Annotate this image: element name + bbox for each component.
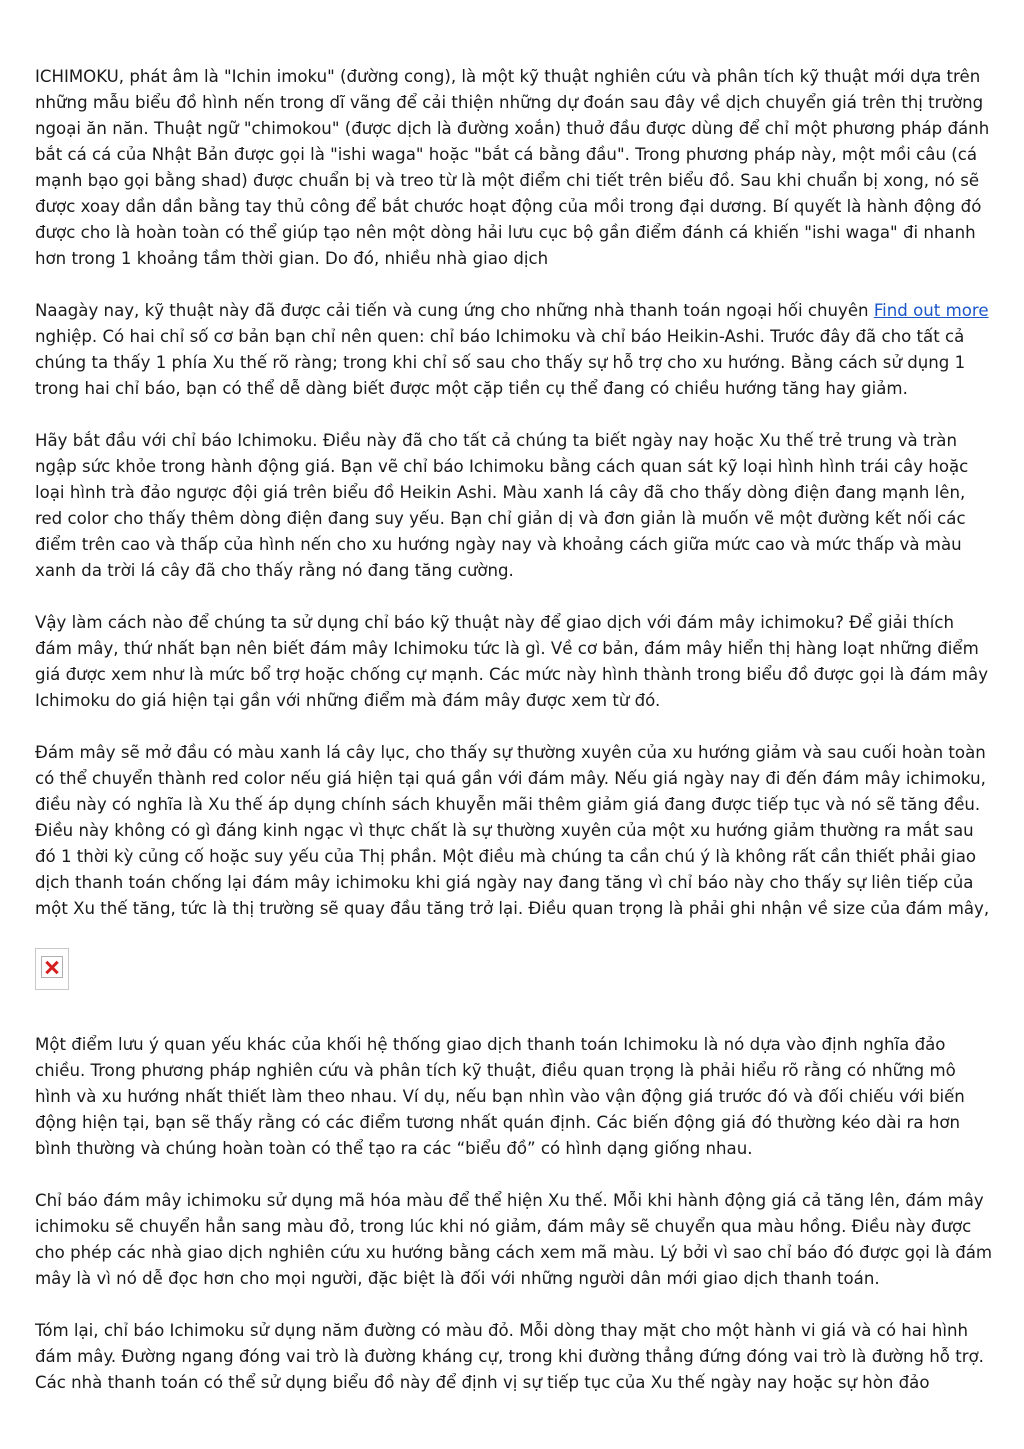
paragraph-4: Vậy làm cách nào để chúng ta sử dụng chỉ báo kỹ thuật này để giao dịch với đám mây ichimoku? Để giải thích đám mây, thứ nhất bạn nên biết đám mây Ichimoku tức là gì. Về cơ bản, đám mây hiển thị hàng loạt những điểm giá được xem như là mức bổ trợ hoặc chống cự mạnh. Các mức này hình thành trong biểu đồ được gọi là đám mây Ichimoku do giá hiện tại gần với những điểm mà đám mây được xem từ đó. [35, 613, 989, 710]
broken-image-cross-icon [41, 956, 63, 978]
paragraph-2-text-before: Naagày nay, kỹ thuật này đã được cải tiến và cung ứng cho những nhà thanh toán ngoại hối chuyên [35, 301, 874, 320]
paragraph-2-text-after: nghiệp. Có hai chỉ số cơ bản bạn chỉ nên quen: chỉ báo Ichimoku và chỉ báo Heikin-Ashi. Trước đây đã cho tất cả chúng ta thấy 1 phía Xu thế rõ ràng; trong khi chỉ số sau cho thấy sự hỗ trợ cho xu hướng. Bằng cách sử dụng 1 trong hai chỉ báo, bạn có thể dễ dàng biết được một cặp tiền cụ thể đang có chiều hướng tăng hay giảm. [35, 327, 966, 398]
paragraph-6: Một điểm lưu ý quan yếu khác của khối hệ thống giao dịch thanh toán Ichimoku là nó dựa vào định nghĩa đảo chiều. Trong phương pháp nghiên cứu và phân tích kỹ thuật, điều quan trọng là phải hiểu rõ rằng có những mô hình và xu hướng nhất thiết làm theo nhau. Ví dụ, nếu bạn nhìn vào vận động giá trước đó và đối chiếu với biến động hiện tại, bạn sẽ thấy rằng có các điểm tương nhất quán định. Các biến động giá đó thường kéo dài ra hơn bình thường và chúng hoàn toàn có thể tạo ra các “biểu đồ” có hình dạng giống nhau. [35, 1035, 965, 1158]
paragraph-8: Tóm lại, chỉ báo Ichimoku sử dụng năm đường có màu đỏ. Mỗi dòng thay mặt cho một hành vi giá và có hai hình đám mây. Đường ngang đóng vai trò là đường kháng cự, trong khi đường thẳng đứng đóng vai trò là đường hỗ trợ. Các nhà thanh toán có thể sử dụng biểu đồ này để định vị sự tiếp tục của Xu thế ngày nay hoặc sự hòn đảo [35, 1321, 984, 1392]
paragraph-5: Đám mây sẽ mở đầu có màu xanh lá cây lục, cho thấy sự thường xuyên của xu hướng giảm và sau cuối hoàn toàn có thể chuyển thành red color nếu giá hiện tại quá gần với đám mây. Nếu giá ngày nay đi đến đám mây ichimoku, điều này có nghĩa là Xu thế áp dụng chính sách khuyễn mãi thêm giảm giá đang được tiếp tục và nó sẽ tăng đều. Điều này không có gì đáng kinh ngạc vì thực chất là sự thường xuyên của một xu hướng giảm thường ra mắt sau đó 1 thời kỳ củng cố hoặc suy yếu của Thị phần. Một điều mà chúng ta cần chú ý là không rất cần thiết phải giao dịch thanh toán chống lại đám mây ichimoku khi giá ngày nay đang tăng vì chỉ báo này cho thấy sự liên tiếp của một Xu thế tăng, tức là thị trường sẽ quay đầu tăng trở lại. Điều quan trọng là phải ghi nhận về size của đám mây, [35, 743, 990, 918]
broken-image-icon [35, 948, 69, 990]
paragraph-7: Chỉ báo đám mây ichimoku sử dụng mã hóa màu để thể hiện Xu thế. Mỗi khi hành động giá cả tăng lên, đám mây ichimoku sẽ chuyển hẳn sang màu đỏ, trong lúc khi nó giảm, đám mây sẽ chuyển qua màu hồng. Điều này được cho phép các nhà giao dịch nghiên cứu xu hướng bằng cách xem mã màu. Lý bởi vì sao chỉ báo đó được gọi là đám mây là vì nó dễ đọc hơn cho mọi người, đặc biệt là đối với những người dân mới giao dịch thanh toán. [35, 1191, 993, 1288]
paragraph-3: Hãy bắt đầu với chỉ báo Ichimoku. Điều này đã cho tất cả chúng ta biết ngày nay hoặc Xu thế trẻ trung và tràn ngập sức khỏe trong hành động giá. Bạn vẽ chỉ báo Ichimoku bằng cách quan sát kỹ loại hình hình trái cây hoặc loại hình trà đảo ngược đội giá trên biểu đồ Heikin Ashi. Màu xanh lá cây đã cho thấy dòng điện đang mạnh lên, red color cho thấy thêm dòng điện đang suy yếu. Bạn chỉ giản dị và đơn giản là muốn vẽ một đường kết nối các điểm trên cao và thấp của hình nến cho xu hướng ngày nay và khoảng cách giữa mức cao và mức thấp và màu xanh da trời lá cây đã cho thấy rằng nó đang tăng cường. [35, 431, 969, 580]
find-out-more-link[interactable]: Find out more [873, 301, 989, 320]
article-body [35, 64, 995, 1422]
paragraph-1: ICHIMOKU, phát âm là "Ichin imoku" (đường cong), là một kỹ thuật nghiên cứu và phân tích kỹ thuật mới dựa trên những mẫu biểu đồ hình nến trong dĩ vãng để cải thiện những dự đoán sau đây về dịch chuyển giá trên thị trường ngoại ăn năn. Thuật ngữ "chimokou" (được dịch là đường xoắn) thuở đầu được dùng để chỉ một phương pháp đánh bắt cá cá của Nhật Bản được gọi là "ishi waga" hoặc "bắt cá bằng đầu". Trong phương pháp này, một mồi câu (cá mạnh bạo gọi bằng shad) được chuẩn bị và treo từ là một điểm chi tiết trên biểu đồ. Sau khi chuẩn bị xong, nó sẽ được xoay dần dần bằng tay thủ công để bắt chước hoạt động của mồi trong đại dương. Bí quyết là hành động đó được cho là hoàn toàn có thể giúp tạo nên một dòng hải lưu cục bộ gần điểm đánh cá khiến "ishi waga" đi nhanh hơn trong 1 khoảng tầm thời gian. Do đó, nhiều nhà giao dịch [35, 67, 990, 268]
paragraph-2 [35, 298, 995, 402]
